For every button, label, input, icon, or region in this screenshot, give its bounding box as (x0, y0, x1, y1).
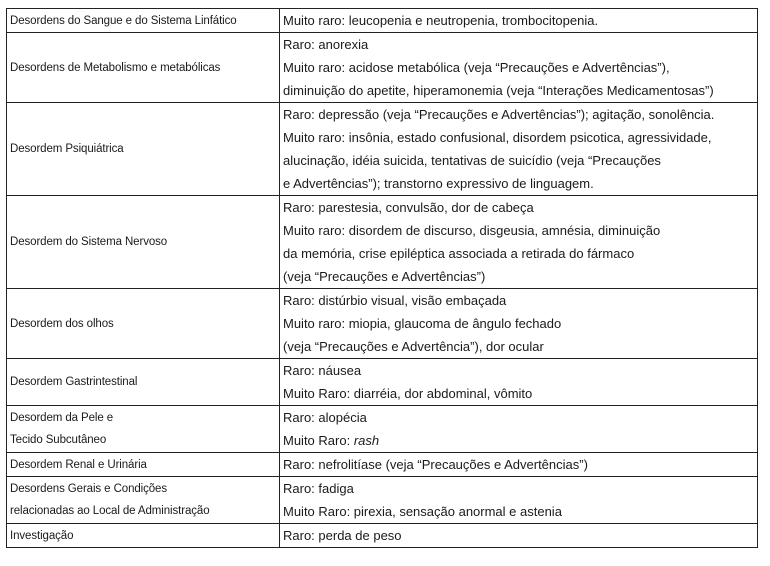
effect-text: Muito Raro: (283, 433, 354, 448)
category-cell (7, 524, 280, 548)
category-label: Desordens Gerais e Condições (10, 483, 168, 495)
effects-cell (280, 196, 758, 289)
effect-text: Muito raro: disordem de discurso, disgeusia, amnésia, diminuição (283, 223, 661, 238)
effect-text: (veja “Precauções e Advertência”), dor ocular (283, 339, 544, 354)
category-label: relacionadas ao Local de Administração (10, 505, 210, 517)
effects-cell (280, 406, 758, 453)
category-cell (7, 9, 280, 33)
effects-cell (280, 289, 758, 359)
effect-line (283, 289, 754, 312)
effect-text: Raro: fadiga (283, 481, 354, 496)
effect-text: Raro: perda de peso (283, 528, 402, 543)
category-cell (7, 359, 280, 406)
effects-cell (280, 33, 758, 103)
effect-line (283, 312, 754, 335)
table-row (7, 103, 758, 196)
effects-cell (280, 477, 758, 524)
effect-line (283, 382, 754, 405)
effects-cell (280, 453, 758, 477)
effect-line (283, 406, 754, 429)
effect-text: Raro: anorexia (283, 37, 369, 52)
effect-text: alucinação, idéia suicida, tentativas de suicídio (veja “Precauções (283, 153, 661, 168)
category-label: Desordem da Pele e (10, 412, 114, 424)
effects-cell (280, 524, 758, 548)
effect-text: Raro: nefrolitíase (veja “Precauções e Advertências”) (283, 457, 588, 472)
category-label: Desordem do Sistema Nervoso (10, 236, 168, 248)
effect-line (283, 524, 754, 547)
effect-term-italic: rash (353, 433, 380, 448)
category-cell (7, 103, 280, 196)
effect-text: da memória, crise epiléptica associada a retirada do fármaco (283, 246, 635, 261)
category-label: Desordens de Metabolismo e metabólicas (10, 61, 221, 74)
adverse-reactions-table (6, 8, 758, 548)
category-cell (7, 406, 280, 453)
category-label: Desordem Psiquiátrica (10, 143, 124, 155)
category-cell (7, 477, 280, 524)
effects-cell (280, 9, 758, 33)
table-row (7, 289, 758, 359)
effect-line (283, 9, 754, 32)
effect-line (283, 265, 754, 288)
effect-text: Muito Raro: pirexia, sensação anormal e astenia (283, 504, 562, 519)
effect-text: (veja “Precauções e Advertências”) (283, 269, 486, 284)
effect-line (283, 477, 754, 500)
table-row (7, 33, 758, 103)
effect-text: diminuição do apetite, hiperamonemia (veja “Interações Medicamentosas”) (283, 83, 714, 98)
effect-line (283, 172, 754, 195)
effect-text: Raro: alopécia (283, 410, 367, 425)
table-row (7, 9, 758, 33)
effect-text: Muito raro: miopia, glaucoma de ângulo fechado (283, 316, 562, 331)
effects-cell (280, 103, 758, 196)
table-row (7, 453, 758, 477)
effect-line (283, 242, 754, 265)
table-row (7, 406, 758, 453)
effect-line (283, 126, 754, 149)
effect-line (283, 219, 754, 242)
table-row (7, 196, 758, 289)
category-cell (7, 196, 280, 289)
table-row (7, 477, 758, 524)
table-row (7, 359, 758, 406)
effect-text: Raro: depressão (veja “Precauções e Advertências”); agitação, sonolência. (283, 107, 715, 122)
category-label: Tecido Subcutâneo (10, 434, 107, 446)
effect-text: Raro: náusea (283, 363, 362, 378)
effect-line (283, 79, 754, 102)
category-label: Desordem Renal e Urinária (10, 458, 147, 471)
effect-line (283, 196, 754, 219)
effects-cell (280, 359, 758, 406)
effect-text: Raro: parestesia, convulsão, dor de cabeça (283, 200, 534, 215)
effect-text: Raro: distúrbio visual, visão embaçada (283, 293, 507, 308)
category-label: Desordem Gastrintestinal (10, 376, 138, 388)
category-label: Desordens do Sangue e do Sistema Linfático (10, 14, 237, 27)
effect-line (283, 359, 754, 382)
table-row (7, 524, 758, 548)
effect-text: Muito raro: leucopenia e neutropenia, trombocitopenia. (283, 13, 599, 28)
effect-line (283, 56, 754, 79)
effect-line (283, 500, 754, 523)
effect-line (283, 453, 754, 476)
effect-line (283, 429, 754, 452)
effect-text: e Advertências”); transtorno expressivo de linguagem. (283, 176, 594, 191)
table-body (7, 9, 758, 548)
adverse-reactions-sheet (6, 8, 758, 548)
effect-text: Muito raro: insônia, estado confusional, disordem psicotica, agressividade, (283, 130, 712, 145)
category-cell (7, 33, 280, 103)
effect-line (283, 33, 754, 56)
category-cell (7, 289, 280, 359)
category-label: Investigação (10, 529, 74, 542)
category-label: Desordem dos olhos (10, 317, 114, 330)
category-cell (7, 453, 280, 477)
effect-line (283, 149, 754, 172)
effect-line (283, 335, 754, 358)
effect-text: Muito Raro: diarréia, dor abdominal, vômito (283, 386, 533, 401)
effect-text: Muito raro: acidose metabólica (veja “Precauções e Advertências”), (283, 60, 670, 75)
effect-line (283, 103, 754, 126)
